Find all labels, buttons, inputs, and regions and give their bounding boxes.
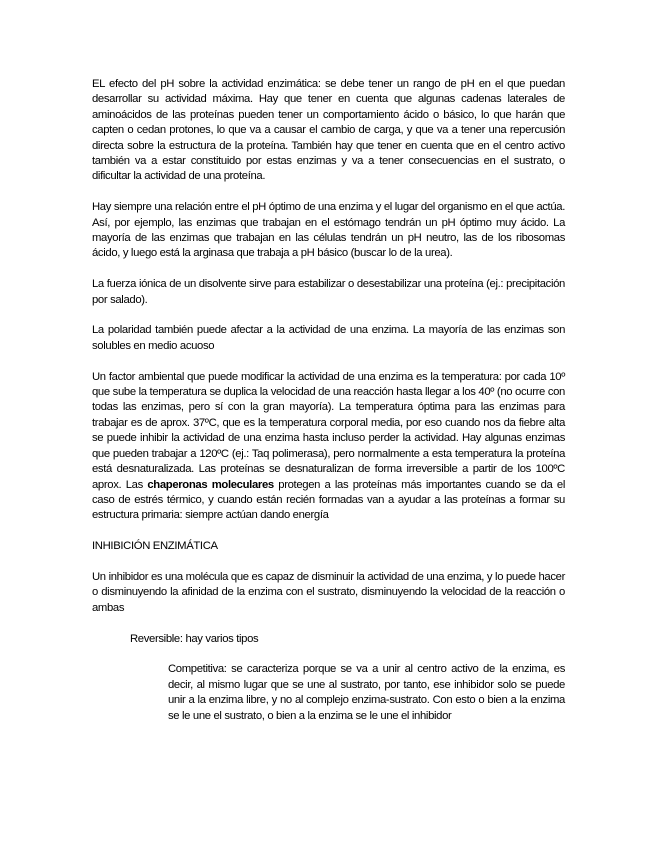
paragraph-temperature	[92, 370, 565, 524]
document-body	[92, 77, 565, 724]
list-item-reversible: Reversible: hay varios tipos	[130, 632, 259, 645]
chaperonas-term: chaperonas moleculares	[147, 478, 274, 491]
paragraph-ph-optimum: Hay siempre una relación entre el pH óptimo de una enzima y el lugar del organismo en el que actúa. Así, por ejemplo, las enzimas que trabajan en el estómago tendrán un pH óptimo muy ácido. La mayoría de las enzimas que trabajan en las células tendrán un pH neutro, las de los ribosomas ácido, y luego está la arginasa que trabaja a pH básico (buscar lo de la urea).	[92, 201, 565, 260]
paragraph-ionic-strength: La fuerza iónica de un disolvente sirve para estabilizar o desestabilizar una proteína (ej.: precipitación por salado).	[92, 278, 565, 306]
temperature-text-start: Un factor ambiental que puede modificar la actividad de una enzima es la temperatura: por cada 10º que sube la temperatura se duplica la velocidad de una reacción hasta llegar a los 40º (no ocurre con todas las enzimas, pero sí con la gran mayoría). La temperatura óptima para las enzimas para trabajar es de aprox. 37ºC, que es la temperatura corporal media, por eso cuando nos da fiebre alta se puede inhibir la actividad de una enzima hasta incluso perder la actividad. Hay algunas enzimas que pueden trabajar a 120ºC (ej.: Taq polimerasa), pero normalmente a esta temperatura la proteína está desnaturalizada. Las proteínas se desnaturalizan de forma irreversible a partir de los 100ºC aprox. Las	[92, 370, 565, 491]
section-heading-inhibicion: INHIBICIÓN ENZIMÁTICA	[92, 540, 218, 553]
list-item-competitiva: Competitiva: se caracteriza porque se va a unir al centro activo de la enzima, es decir, al mismo lugar que se une al sustrato, por tanto, ese inhibidor solo se puede unir a la enzima libre, y no al complejo enzima-sustrato. Con esto o bien a la enzima se le une el sustrato, o bien a la enzima se le une el inhibidor	[168, 663, 565, 722]
paragraph-ph-effect: EL efecto del pH sobre la actividad enzimática: se debe tener un rango de pH en el que puedan desarrollar su actividad máxima. Hay que tener en cuenta que algunas cadenas laterales de aminoácidos de las proteínas pueden tener un comportamiento ácido o básico, lo que harán que capten o cedan protones, lo que va a causar el cambio de carga, y que va a tener una repercusión directa sobre la estructura de la proteína. También hay que tener en cuenta que en el centro activo también va a estar constituido por estas enzimas y va a tener consecuencias en el sustrato, o dificultar la actividad de una proteína.	[92, 78, 565, 183]
paragraph-inhibitor: Un inhibidor es una molécula que es capaz de disminuir la actividad de una enzima, y lo puede hacer o disminuyendo la afinidad de la enzima con el sustrato, disminuyendo la velocidad de la reacción o ambas	[92, 570, 565, 614]
paragraph-polarity: La polaridad también puede afectar a la actividad de una enzima. La mayoría de las enzimas son solubles en medio acuoso	[92, 324, 565, 352]
temperature-text-end: protegen a las proteínas más importantes cuando se da el caso de estrés térmico, y cuando están recién formadas van a ayudar a las proteínas a formar su estructura primaria: siempre actúan dando energía	[92, 478, 565, 522]
